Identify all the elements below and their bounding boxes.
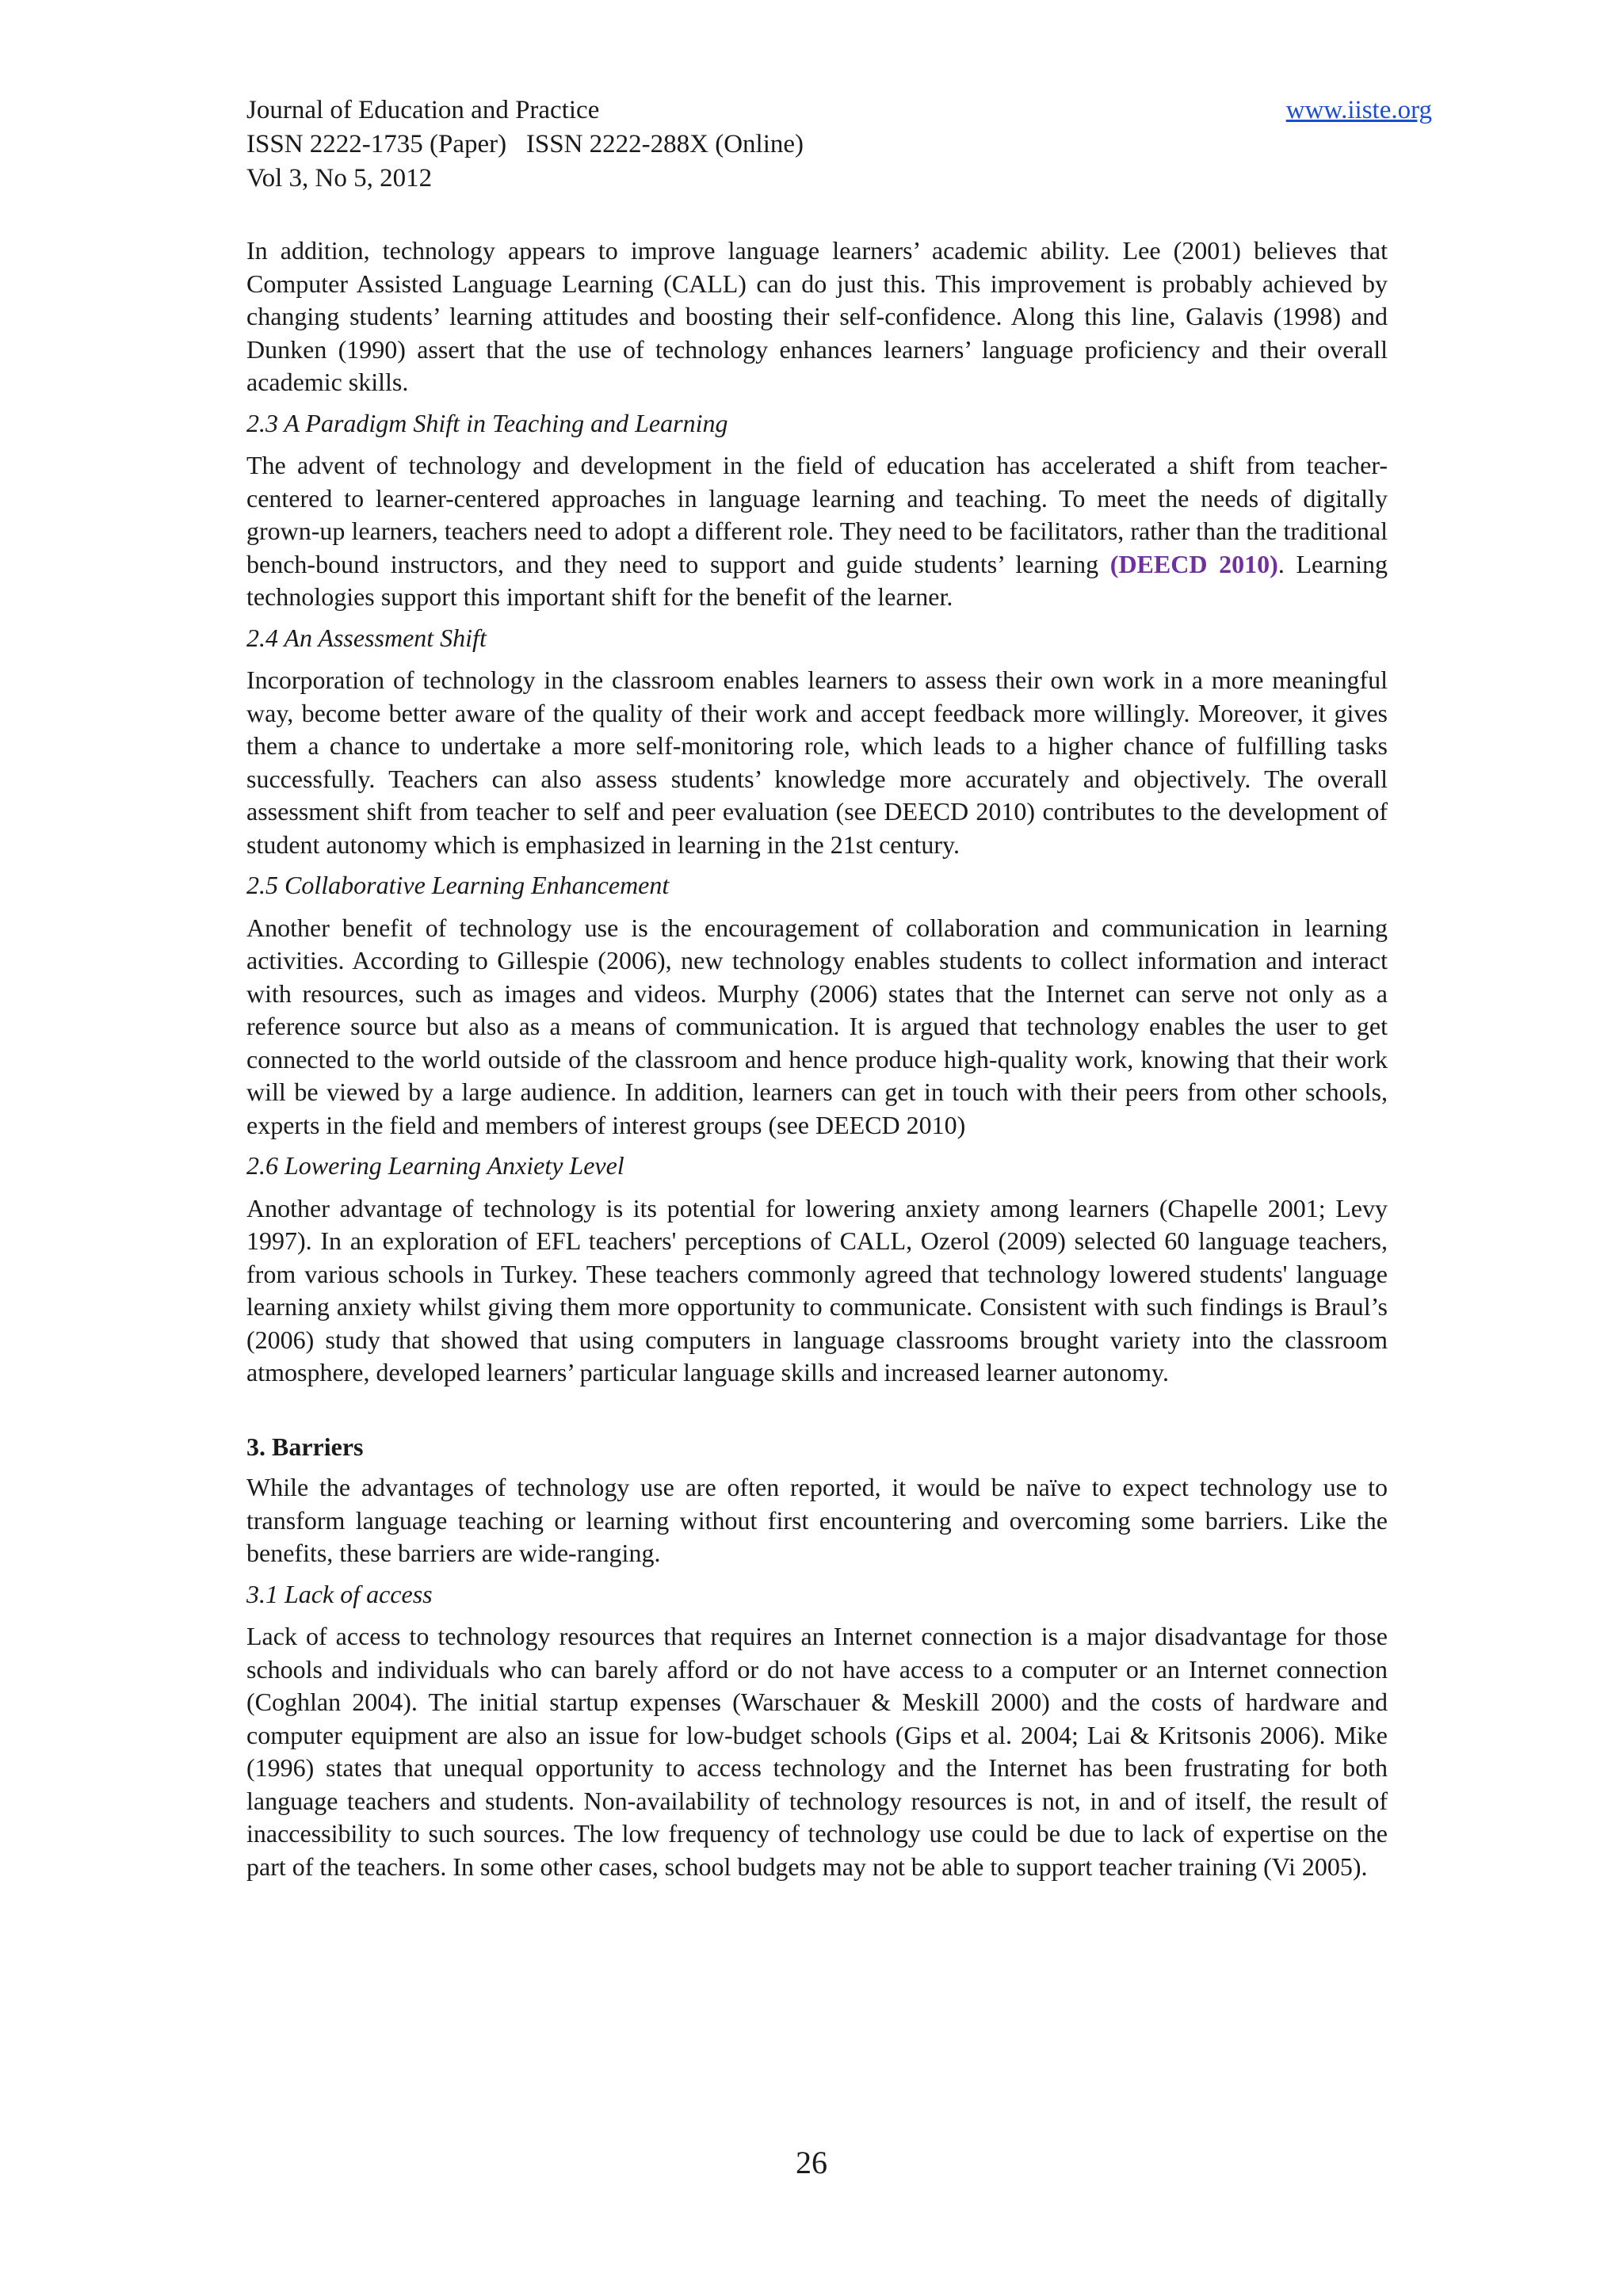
heading-3: 3. Barriers [246,1432,364,1461]
journal-website-link[interactable]: www.iiste.org [1285,96,1432,124]
paragraph-2-3-text-a: The advent of technology and development in the field of education has accelerated a shift from teacher-centered to learner-centered approaches in language learning and teaching. To meet the needs of digitally grown-up learners, teachers need to adopt a different role. They need to be facilitators, rather than the traditional bench-bound instructors, and they need to support and guide students’ learning [246,451,1388,578]
page-number: 26 [796,2145,827,2180]
paragraph-2-5: Another benefit of technology use is the encouragement of collaboration and communication in learning activities. According to Gillespie (2006), new technology enables students to collect information and interact with resources, such as images and videos. Murphy (2006) states that the Internet can serve not only as a reference source but also as a means of communication. It is argued that technology enables the user to get connected to the world outside of the classroom and hence produce high-quality work, knowing that their work will be viewed by a large audience. In addition, learners can get in touch with their peers from other schools, experts in the field and members of interest groups (see DEECD 2010) [246,913,1388,1139]
heading-2-5: 2.5 Collaborative Learning Enhancement [246,871,670,899]
heading-2-3: 2.3 A Paradigm Shift in Teaching and Learning [246,408,728,437]
paragraph-2-6: Another advantage of technology is its potential for lowering anxiety among learners (Chapelle 2001; Levy 1997). In an exploration of EFL teachers' perceptions of CALL, Ozerol (2009) selected 60 language teachers, from various schools in Turkey. These teachers commonly agreed that technology lowered students' language learning anxiety whilst giving them more opportunity to communicate. Consistent with such findings is Braul’s (2006) study that showed that using computers in language classrooms brought variety into the classroom atmosphere, developed learners’ particular language skills and increased learner autonomy. [246,1193,1388,1386]
paragraph-3: While the advantages of technology use are often reported, it would be naïve to expect technology use to transform language teaching or learning without first encountering and overcoming some barriers. Like the benefits, these barriers are wide-ranging. [246,1473,1388,1567]
paragraph-2-4: Incorporation of technology in the classroom enables learners to assess their own work in a more meaningful way, become better aware of the quality of their work and accept feedback more willingly. Moreover, it gives them a chance to undertake a more self-monitoring role, which leads to a higher chance of fulfilling tasks successfully. Teachers can also assess students’ knowledge more accurately and objectively. The overall assessment shift from teacher to self and peer evaluation (see DEECD 2010) contributes to the development of student autonomy which is emphasized in learning in the 21st century. [246,666,1388,859]
journal-header [246,93,1432,196]
journal-title: Journal of Education and Practice [246,96,600,124]
heading-3-1: 3.1 Lack of access [246,1579,433,1608]
heading-2-6: 2.6 Lowering Learning Anxiety Level [246,1151,624,1180]
journal-volume: Vol 3, No 5, 2012 [246,164,433,193]
journal-issn: ISSN 2222-1735 (Paper) ISSN 2222-288X (Online) [246,130,804,158]
article-body [246,235,1388,1883]
citation-deecd-2010: (DEECD 2010) [1109,549,1278,578]
paragraph-intro: In addition, technology appears to improve language learners’ academic ability. Lee (2001) believes that Computer Assisted Language Learning (CALL) can do just this. This improvement is probably achieved by changing students’ learning attitudes and boosting their self-confidence. Along this line, Galavis (1998) and Dunken (1990) assert that the use of technology enhances learners’ language proficiency and their overall academic skills. [246,236,1388,396]
paragraph-3-1: Lack of access to technology resources that requires an Internet connection is a major disadvantage for those schools and individuals who can barely afford or do not have access to a computer or an Internet connection (Coghlan 2004). The initial startup expenses (Warschauer & Meskill 2000) and the costs of hardware and computer equipment are also an issue for low-budget schools (Gips et al. 2004; Lai & Kritsonis 2006). Mike (1996) states that unequal opportunity to access technology and the Internet has been frustrating for both language teachers and students. Non-availability of technology resources is not, in and of itself, the result of inaccessibility to such sources. The low frequency of technology use could be due to lack of expertise on the part of the teachers. In some other cases, school budgets may not be able to support teacher training (Vi 2005). [246,1622,1388,1881]
paragraph-2-3-text-b: . Learning technologies support this important shift for the benefit of the learner. [246,549,1388,611]
paragraph-2-3 [246,449,1388,614]
heading-2-4: 2.4 An Assessment Shift [246,623,487,652]
